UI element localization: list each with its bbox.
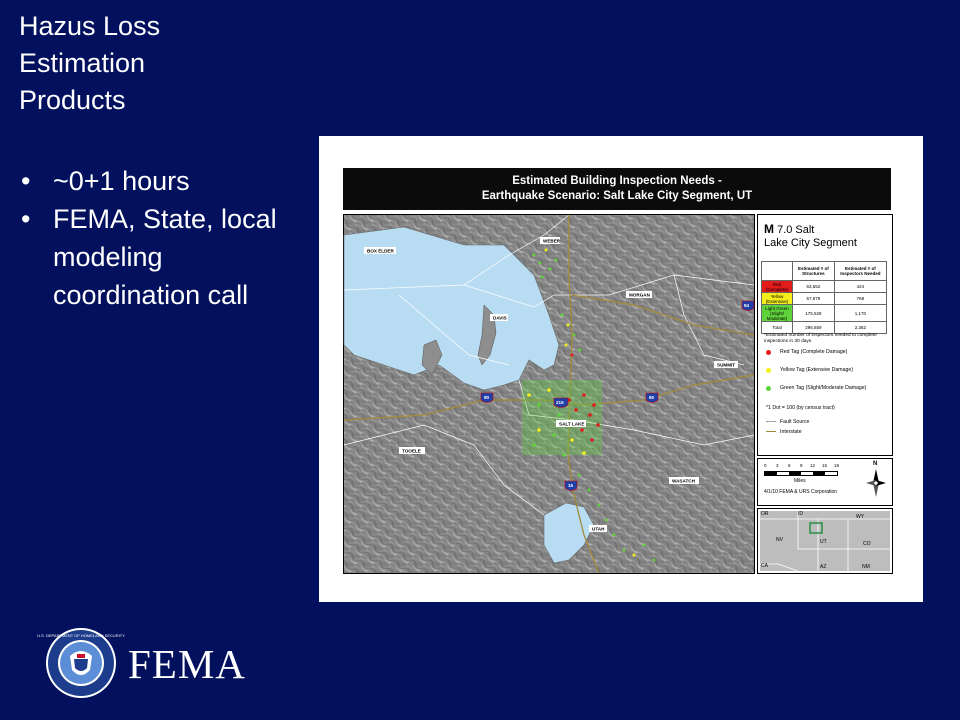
label-tooele: TOOELE: [402, 448, 421, 454]
shield-i15: 15: [568, 483, 574, 488]
table-row: [762, 305, 887, 322]
label-morgan: MORGAN: [629, 292, 650, 298]
key-red-tag: [766, 349, 888, 363]
header-structures: Estimated # of Structures: [793, 262, 835, 281]
row-inspectors: 1,170: [834, 305, 886, 322]
key-green-tag: [766, 385, 888, 399]
header-inspectors: Estimated # of Inspectors Needed: [834, 262, 886, 281]
legend-title-line-2: Lake City Segment: [764, 237, 857, 249]
shield-i80-east: 80: [649, 395, 655, 400]
title-line-2: Estimation: [19, 48, 146, 78]
key-red-label: Red Tag (Complete Damage): [780, 349, 848, 355]
key-fault: [766, 419, 888, 427]
row-label-red: Red (Complete): [762, 281, 793, 293]
state-id: ID: [798, 511, 803, 517]
label-summit: SUMMIT: [717, 362, 736, 368]
shield-i84: 84: [744, 303, 750, 308]
green-dot-icon: [766, 386, 771, 391]
state-ut: UT: [820, 539, 827, 545]
interstate-line-icon: [766, 431, 776, 432]
scale-tick: 12: [810, 463, 816, 468]
row-label-yellow: Yellow (Extensive): [762, 293, 793, 305]
label-utah: UTAH: [592, 526, 605, 532]
dot-note: *1 Dot = 100 (by census tract): [766, 405, 835, 411]
row-structures: 57,579: [793, 293, 835, 305]
row-label-green: Light Green (Slight/ Moderate): [762, 305, 793, 322]
label-davis: DAVIS: [493, 315, 507, 321]
dhs-seal-icon: [37, 626, 125, 705]
table-row: [762, 293, 887, 305]
inspector-note: *Estimated number of inspectors needed to complete inspections in 30 days.: [764, 333, 877, 344]
row-inspectors: 424: [834, 281, 886, 293]
shield-i80-west: 80: [484, 395, 490, 400]
table-header: [762, 262, 887, 281]
table-row: [762, 281, 887, 293]
state-az: AZ: [820, 564, 827, 570]
fault-line-icon: [766, 421, 776, 422]
scale-unit: Miles: [794, 478, 806, 484]
map-title: [343, 168, 891, 210]
damage-map: [343, 214, 755, 574]
bullet-item: • FEMA, State, local modeling coordination call: [19, 200, 309, 314]
legend-title: [764, 223, 888, 250]
legend-magnitude: M: [764, 222, 774, 236]
scale-tick: 15: [822, 463, 828, 468]
north-label: N: [873, 461, 878, 467]
key-green-label: Green Tag (Slight/Moderate Damage): [780, 385, 867, 391]
fema-logo: FEMA: [128, 641, 246, 687]
label-salt-lake: SALT LAKE: [559, 421, 585, 427]
title-line-3: Products: [19, 85, 126, 115]
key-interstate-label: Interstate: [780, 429, 802, 435]
scale-tick: 9: [800, 463, 803, 468]
red-dot-icon: [766, 350, 771, 355]
row-inspectors: 2,362: [834, 322, 886, 334]
map-credit: 4/1/10 FEMA & URS Corporation: [764, 489, 838, 495]
scale-tick: 6: [788, 463, 791, 468]
row-structures: 175,528: [793, 305, 835, 322]
seal-text: U.S. DEPARTMENT OF HOMELAND SECURITY: [37, 633, 125, 638]
key-yellow-label: Yellow Tag (Extensive Damage): [780, 367, 853, 373]
map-graphic: [344, 215, 754, 573]
inspection-table: [761, 261, 887, 334]
label-weber: WEBER: [543, 238, 561, 244]
state-ca: CA: [761, 563, 768, 569]
scale-tick: 3: [776, 463, 779, 468]
scale-tick: 0: [764, 463, 767, 468]
row-structures: 296,659: [793, 322, 835, 334]
label-wasatch: WASATCH: [672, 478, 695, 484]
map-title-line-2: Earthquake Scenario: Salt Lake City Segment, UT: [481, 190, 753, 202]
state-or: OR: [761, 511, 769, 517]
state-wy: WY: [856, 514, 865, 520]
state-nm: NM: [862, 564, 870, 570]
row-structures: 63,552: [793, 281, 835, 293]
locator-map: [757, 508, 893, 574]
label-box-elder: BOX ELDER: [367, 248, 394, 254]
scale-tick: 18: [834, 463, 840, 468]
scale-box: [757, 458, 893, 506]
title-line-1: Hazus Loss: [19, 11, 161, 41]
north-arrow-icon: [866, 461, 886, 501]
map-legend: [757, 214, 893, 456]
bullet-list: [19, 162, 309, 314]
compass-icon: [866, 469, 886, 501]
row-inspectors: 768: [834, 293, 886, 305]
scale-bar: [764, 471, 838, 476]
key-interstate: [766, 429, 888, 437]
inspection-map-figure: [319, 136, 923, 602]
legend-title-rest: 7.0 Salt: [777, 224, 815, 236]
state-co: CO: [863, 541, 871, 547]
key-yellow-tag: [766, 367, 888, 381]
map-title-line-1: Estimated Building Inspection Needs -: [512, 175, 722, 187]
slide-title: [19, 8, 299, 119]
yellow-dot-icon: [766, 368, 771, 373]
key-fault-label: Fault Source: [780, 419, 810, 425]
shield-i215: 215: [556, 400, 564, 405]
state-nv: NV: [776, 537, 783, 543]
bullet-item: • ~0+1 hours: [19, 162, 309, 200]
row-label-total: Total: [762, 322, 793, 334]
table-row: [762, 322, 887, 334]
